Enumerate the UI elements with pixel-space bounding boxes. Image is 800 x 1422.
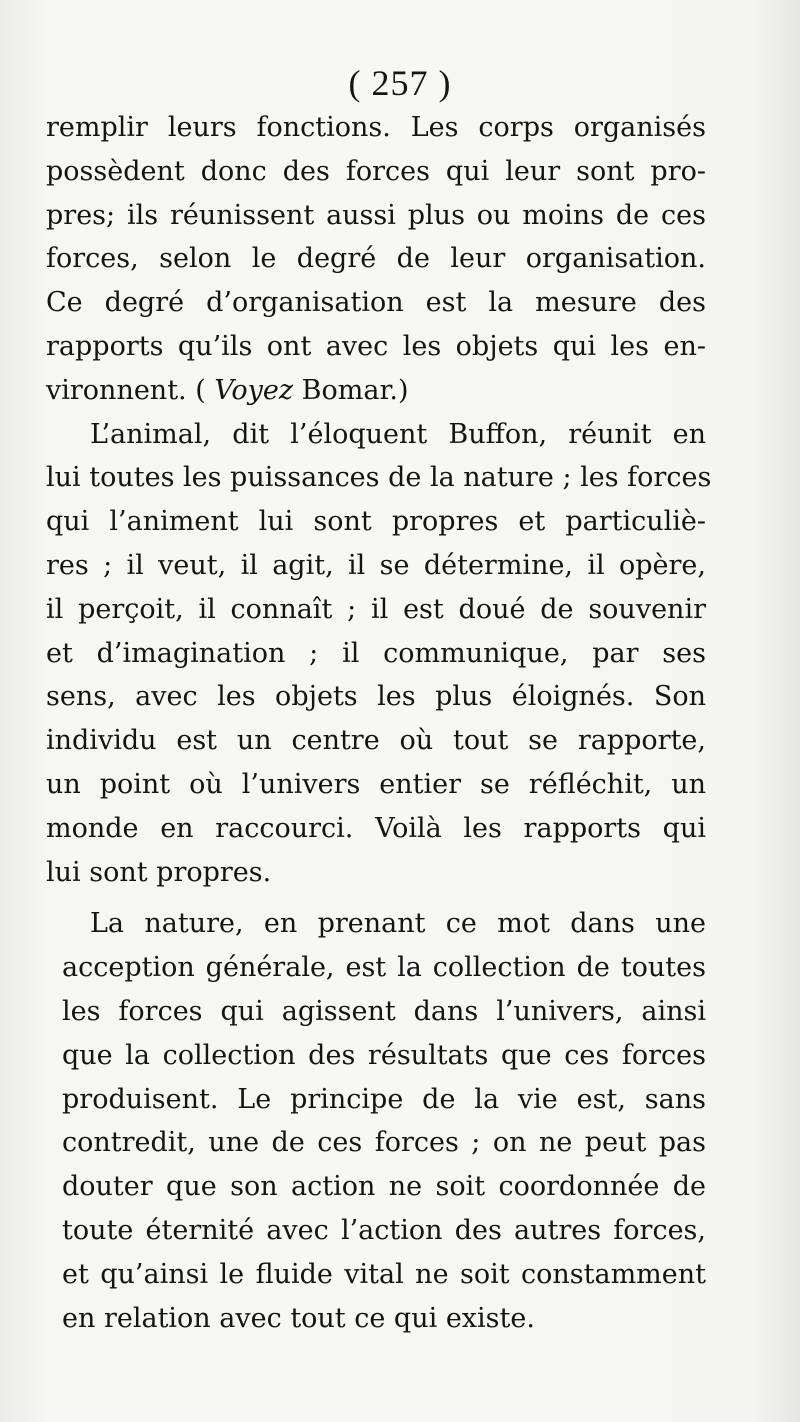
citation-italic: Voyez xyxy=(214,374,294,406)
text-line: les forces qui agissent dans l’univers, ainsi xyxy=(62,995,706,1027)
citation-suffix: Bomar.) xyxy=(293,374,409,406)
text-line: La nature, en prenant ce mot dans une xyxy=(90,908,706,940)
text-line: L’animal, dit l’éloquent Buffon, réunit en xyxy=(90,418,706,450)
text-line: res ; il veut, il agit, il se détermine, il opère, xyxy=(46,549,706,581)
text-line: monde en raccourci. Voilà les rapports qui xyxy=(46,812,706,844)
text-line: il perçoit, il connaît ; il est doué de souvenir xyxy=(46,593,706,625)
text-line: acception générale, est la collection de toutes xyxy=(62,952,706,984)
paragraph-2 xyxy=(46,413,718,895)
text-line: produisent. Le principe de la vie est, sans xyxy=(62,1083,706,1115)
text-line: en relation avec tout ce qui existe. xyxy=(62,1302,535,1334)
text-line-with-citation xyxy=(46,369,706,413)
page-number: ( 257 ) xyxy=(348,63,452,103)
text-line: rapports qu’ils ont avec les objets qui les en- xyxy=(46,330,706,362)
paragraph-1 xyxy=(46,106,718,413)
text-line: lui sont propres. xyxy=(46,856,272,888)
text-line: et qu’ainsi le fluide vital ne soit constamment xyxy=(62,1258,706,1290)
paragraph-3 xyxy=(46,902,718,1340)
text-line: forces, selon le degré de leur organisation. xyxy=(46,243,706,275)
body-text xyxy=(46,106,718,1340)
paragraph-spacer xyxy=(46,894,718,902)
text-line: que la collection des résultats que ces forces xyxy=(62,1039,706,1071)
text-line: toute éternité avec l’action des autres forces, xyxy=(62,1214,706,1246)
text-line: pres; ils réunissent aussi plus ou moins de ces xyxy=(46,199,706,231)
text-line: et d’imagination ; il communique, par ses xyxy=(46,637,706,669)
text-line: possèdent donc des forces qui leur sont pro- xyxy=(46,155,706,187)
text-line: Ce degré d’organisation est la mesure des xyxy=(46,287,706,319)
text-line: douter que son action ne soit coordonnée de xyxy=(62,1171,706,1203)
text-line: lui toutes les puissances de la nature ; les forces xyxy=(46,462,712,494)
text-line: sens, avec les objets les plus éloignés. Son xyxy=(46,681,706,713)
text-line: individu est un centre où tout se rapporte, xyxy=(46,725,706,757)
text-line: qui l’animent lui sont propres et particuliè- xyxy=(46,506,706,538)
text-line: contredit, une de ces forces ; on ne peut pas xyxy=(62,1127,706,1159)
text-line: un point où l’univers entier se réfléchit, un xyxy=(46,768,706,800)
citation-prefix: vironnent. ( xyxy=(46,374,206,406)
text-line: remplir leurs fonctions. Les corps organisés xyxy=(46,112,706,143)
